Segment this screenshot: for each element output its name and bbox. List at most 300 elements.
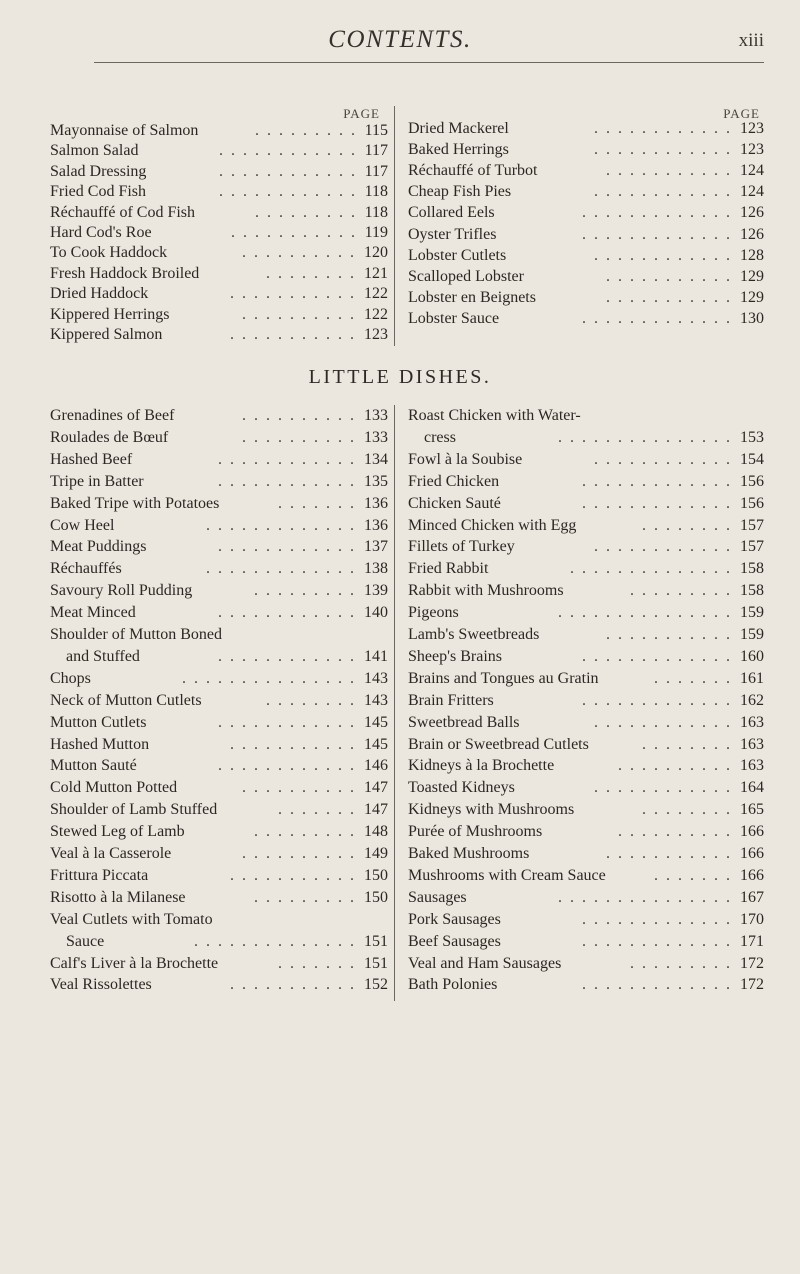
toc-entry — [50, 580, 388, 602]
entry-title: Cold Mutton Potted — [50, 779, 178, 797]
entry-title: Salad Dressing — [50, 162, 147, 180]
dot-leader: . . . . . . . . . . . — [606, 626, 732, 643]
page-number: 134 — [364, 450, 388, 468]
entry-title: Fried Chicken — [408, 472, 500, 490]
toc-entry — [50, 843, 388, 865]
toc-entry — [50, 646, 388, 668]
entry-title: Rabbit with Mushrooms — [408, 582, 564, 600]
page-number: 136 — [364, 494, 388, 512]
page-number: 151 — [364, 932, 388, 950]
page-number: 157 — [740, 516, 764, 534]
dot-leader: . . . . . . . . . . . . . . — [570, 560, 732, 578]
page-number: 133 — [364, 407, 388, 424]
dot-leader: . . . . . . . . . — [254, 582, 356, 600]
entry-title: Toasted Kidneys — [408, 779, 515, 797]
dot-leader: . . . . . . . . . . . . . — [582, 910, 732, 928]
dot-leader: . . . . . . . . . . . — [230, 976, 356, 994]
folio-number: xiii — [738, 30, 764, 51]
toc-entry — [408, 668, 764, 690]
page-number: 154 — [740, 450, 764, 468]
page-number: 126 — [740, 225, 764, 243]
dot-leader: . . . . . . . . . . . — [230, 866, 356, 884]
page-number: 138 — [364, 560, 388, 578]
page-number: 123 — [740, 141, 764, 159]
toc-entry — [408, 974, 764, 996]
toc-entry — [50, 624, 388, 646]
toc-entry — [408, 580, 764, 602]
page-column-label: PAGE — [343, 106, 380, 121]
toc-entry — [50, 427, 388, 449]
dot-leader: . . . . . . . . . . — [242, 305, 356, 323]
dot-leader: . . . . . . . . . . . . — [594, 120, 732, 137]
entry-title: Cheap Fish Pies — [408, 183, 512, 201]
toc-entry — [50, 304, 388, 326]
dot-leader: . . . . . . . . . . . . — [218, 713, 356, 731]
toc-entry — [50, 140, 388, 162]
page-number: 140 — [364, 604, 388, 622]
dot-leader: . . . . . . . . — [266, 264, 356, 282]
dot-leader: . . . . . . . — [278, 801, 356, 819]
entry-title: To Cook Haddock — [50, 244, 168, 262]
entry-title: Bath Polonies — [408, 976, 498, 994]
dot-leader: . . . . . . . . . . . . — [218, 604, 356, 622]
page-number: 146 — [364, 757, 388, 775]
toc-entry — [408, 266, 764, 288]
toc-entry — [408, 777, 764, 799]
dot-leader: . . . . . . . . . . . . — [218, 647, 356, 665]
entry-title: Scalloped Lobster — [408, 267, 524, 285]
entry-title: Mayonnaise of Salmon — [50, 122, 199, 139]
dot-leader: . . . . . . . . . . . . . — [582, 976, 732, 994]
dot-leader: . . . . . . . . . . . . . . — [194, 932, 356, 950]
toc-entry — [50, 405, 388, 427]
little-dishes-section — [0, 405, 800, 1005]
dot-leader: . . . . . . . . . . . . — [594, 779, 732, 797]
toc-entry — [408, 245, 764, 267]
dot-leader: . . . . . . . . . . . . — [218, 757, 356, 775]
toc-entry — [408, 493, 764, 515]
dot-leader: . . . . . . . . . . . . . — [582, 494, 732, 512]
entry-title: Roast Chicken with Water- — [408, 407, 581, 424]
dot-leader: . . . . . . . . . — [630, 582, 732, 600]
entry-title: Kidneys à la Brochette — [408, 757, 555, 775]
toc-entry — [50, 821, 388, 843]
entry-title: Baked Tripe with Potatoes — [50, 494, 220, 512]
toc-entry — [408, 690, 764, 712]
page-number: 139 — [364, 582, 388, 600]
dot-leader: . . . . . . . . — [642, 801, 732, 819]
entry-title: Mutton Cutlets — [50, 713, 147, 731]
toc-entry — [50, 515, 388, 537]
page-number: 159 — [740, 604, 764, 622]
entry-title: Fried Rabbit — [408, 560, 489, 578]
dot-leader: . . . . . . . — [278, 494, 356, 512]
page-number: 156 — [740, 494, 764, 512]
entry-title: Baked Herrings — [408, 141, 509, 159]
dot-leader: . . . . . . . . . — [255, 122, 357, 139]
dot-leader: . . . . . . . . . . — [618, 823, 732, 841]
page-number: 161 — [740, 669, 764, 687]
page-number: 149 — [364, 845, 388, 862]
dot-leader: . . . . . . . . . . . — [230, 285, 356, 303]
toc-entry — [50, 536, 388, 558]
entry-title: Risotto à la Milanese — [50, 888, 186, 906]
page-number: 163 — [740, 757, 764, 775]
entry-title: Shoulder of Lamb Stuffed — [50, 801, 218, 819]
entry-title: Réchauffé of Cod Fish — [50, 203, 196, 221]
entry-title: Réchauffé of Turbot — [408, 162, 538, 180]
entry-title: Chops — [50, 669, 91, 687]
entry-title: Brains and Tongues au Gratin — [408, 669, 599, 687]
entry-title: Hashed Mutton — [50, 735, 150, 753]
page-number: 115 — [364, 122, 388, 139]
entry-title: Brain Fritters — [408, 691, 494, 709]
page-number: 128 — [740, 246, 764, 264]
toc-entry — [408, 843, 764, 865]
toc-entry — [50, 471, 388, 493]
toc-entry — [408, 287, 764, 309]
page-number: 172 — [740, 954, 764, 972]
entry-title: Dried Mackerel — [408, 120, 509, 137]
dot-leader: . . . . . . . . . . . — [230, 735, 356, 753]
page-number: 172 — [740, 976, 764, 994]
entry-title: Meat Minced — [50, 604, 136, 622]
toc-entry — [50, 690, 388, 712]
entry-title: Fried Cod Fish — [50, 183, 147, 201]
entry-title: Savoury Roll Pudding — [50, 582, 193, 600]
page-number: 126 — [740, 204, 764, 222]
entry-title: Meat Puddings — [50, 538, 147, 556]
dot-leader: . . . . . . . — [654, 866, 732, 884]
page-number: 159 — [740, 626, 764, 643]
dot-leader: . . . . . . . . . — [254, 888, 356, 906]
page-number: 157 — [740, 538, 764, 556]
toc-entry — [50, 202, 388, 224]
toc-entry — [50, 668, 388, 690]
toc-entry — [50, 712, 388, 734]
toc-entry — [50, 120, 388, 142]
toc-entry — [408, 909, 764, 931]
dot-leader: . . . . . . . . . . . . — [218, 450, 356, 468]
page-column-label: PAGE — [723, 106, 760, 121]
toc-entry — [408, 427, 764, 449]
entry-title: Roulades de Bœuf — [50, 428, 169, 446]
entry-title: Kidneys with Mushrooms — [408, 801, 575, 819]
entry-title: Neck of Mutton Cutlets — [50, 691, 202, 709]
toc-entry — [408, 624, 764, 646]
toc-entry — [408, 953, 764, 975]
page-number: 163 — [740, 735, 764, 753]
toc-entry — [408, 308, 764, 330]
page-number: 122 — [364, 285, 388, 303]
entry-title: Salmon Salad — [50, 142, 139, 160]
dot-leader: . . . . . . . . . . . . . — [206, 560, 356, 578]
toc-entry — [408, 646, 764, 668]
toc-entry — [408, 602, 764, 624]
toc-entry — [408, 139, 764, 161]
page-number: 171 — [740, 932, 764, 950]
page-number: 117 — [364, 162, 388, 180]
dot-leader: . . . . . . . — [278, 954, 356, 972]
dot-leader: . . . . . . . . . . — [618, 757, 732, 775]
page-number: 150 — [364, 888, 388, 906]
dot-leader: . . . . . . . . — [642, 735, 732, 753]
page-number: 122 — [364, 305, 388, 323]
fish-right-column — [408, 106, 764, 346]
dot-leader: . . . . . . . . . . . . . — [582, 647, 732, 665]
toc-entry — [408, 821, 764, 843]
dot-leader: . . . . . . . . . . . . . . . — [558, 888, 732, 906]
page-number: 124 — [740, 183, 764, 201]
dot-leader: . . . . . . . . . . . . . — [582, 691, 732, 709]
page-number: 148 — [364, 823, 388, 841]
entry-title: Fresh Haddock Broiled — [50, 264, 200, 282]
entry-title: Chicken Sauté — [408, 494, 501, 512]
section-heading: LITTLE DISHES. — [308, 366, 492, 388]
dot-leader: . . . . . . . . . . . . — [594, 713, 732, 731]
entry-title: Kippered Herrings — [50, 305, 170, 323]
toc-entry — [50, 974, 388, 996]
toc-entry — [408, 887, 764, 909]
entry-title: Brain or Sweetbread Cutlets — [408, 735, 589, 753]
entry-title: and Stuffed — [66, 647, 140, 665]
page-number: 166 — [740, 845, 764, 862]
page-number: 124 — [740, 162, 764, 180]
page-number: 119 — [364, 224, 388, 241]
dot-leader: . . . . . . . . . . . . . — [582, 472, 732, 490]
page-number: 162 — [740, 691, 764, 709]
page-number: 120 — [364, 244, 388, 262]
dot-leader: . . . . . . . . . . . . . — [582, 204, 732, 222]
dot-leader: . . . . . . . . . . . . . — [582, 225, 732, 243]
toc-entry — [50, 602, 388, 624]
entry-title: Oyster Trifles — [408, 225, 497, 243]
entry-title: Minced Chicken with Egg — [408, 516, 577, 534]
dot-leader: . . . . . . . . . — [630, 954, 732, 972]
page-number: 145 — [364, 713, 388, 731]
toc-entry — [50, 755, 388, 777]
page-number: 156 — [740, 472, 764, 490]
entry-title: Lobster Cutlets — [408, 246, 507, 264]
toc-entry — [50, 283, 388, 305]
page-number: 130 — [740, 309, 764, 327]
page-number: 129 — [740, 267, 764, 285]
dot-leader: . . . . . . . . . . . . — [594, 246, 732, 264]
dot-leader: . . . . . . . . . . . — [231, 224, 357, 241]
entry-title: Cow Heel — [50, 516, 115, 534]
toc-entry — [408, 931, 764, 953]
column-divider — [394, 106, 395, 346]
page-number: 150 — [364, 866, 388, 884]
toc-entry — [50, 887, 388, 909]
page-number: 147 — [364, 779, 388, 797]
header-rule — [94, 62, 764, 63]
entry-title: Veal and Ham Sausages — [408, 954, 562, 972]
entry-title: Fillets of Turkey — [408, 538, 515, 556]
page-number: 123 — [364, 326, 388, 343]
page-number: 118 — [364, 203, 388, 221]
page-number: 167 — [740, 888, 764, 906]
page-number: 166 — [740, 866, 764, 884]
dot-leader: . . . . . . . . . . . . . — [582, 309, 732, 327]
entry-title: Fowl à la Soubise — [408, 450, 523, 468]
page-number: 151 — [364, 954, 388, 972]
toc-entry — [408, 734, 764, 756]
toc-entry — [50, 449, 388, 471]
toc-entry — [50, 493, 388, 515]
toc-entry — [50, 734, 388, 756]
entry-title: cress — [424, 428, 456, 446]
running-head — [0, 22, 800, 62]
entry-title: Mushrooms with Cream Sauce — [408, 866, 606, 884]
dot-leader: . . . . . . . . . . . . . . . — [558, 428, 732, 446]
dot-leader: . . . . . . . . . . . . — [219, 142, 357, 160]
toc-entry — [50, 222, 388, 244]
entry-title: Sweetbread Balls — [408, 713, 520, 731]
little-dishes-left-column — [50, 405, 388, 1005]
entry-title: Lamb's Sweetbreads — [408, 626, 540, 643]
toc-entry — [408, 515, 764, 537]
entry-title: Grenadines of Beef — [50, 407, 175, 424]
dot-leader: . . . . . . . . . . . — [606, 162, 732, 180]
column-divider — [394, 405, 395, 1001]
dot-leader: . . . . . . . . . . . . — [218, 472, 356, 490]
dot-leader: . . . . . . . . . . . . — [219, 183, 357, 201]
dot-leader: . . . . . . . . . . . — [230, 326, 356, 343]
dot-leader: . . . . . . . . . . . . — [218, 538, 356, 556]
entry-title: Kippered Salmon — [50, 326, 163, 343]
entry-title: Pigeons — [408, 604, 459, 622]
toc-entry — [408, 160, 764, 182]
toc-entry — [50, 953, 388, 975]
entry-title: Sauce — [66, 932, 105, 950]
page-number: 137 — [364, 538, 388, 556]
toc-entry — [408, 471, 764, 493]
toc-entry — [408, 558, 764, 580]
toc-entry — [50, 181, 388, 203]
entry-title: Collared Eels — [408, 204, 495, 222]
dot-leader: . . . . . . . . . . . . — [219, 162, 357, 180]
toc-entry — [50, 242, 388, 264]
dot-leader: . . . . . . . . . . . . . . . — [558, 604, 732, 622]
page-number: 123 — [740, 120, 764, 137]
page-number: 170 — [740, 910, 764, 928]
entry-title: Hard Cod's Roe — [50, 224, 152, 241]
entry-title: Veal Rissolettes — [50, 976, 152, 994]
entry-title: Beef Sausages — [408, 932, 501, 950]
toc-entry — [408, 449, 764, 471]
entry-title: Purée of Mushrooms — [408, 823, 543, 841]
entry-title: Sheep's Brains — [408, 647, 502, 665]
little-dishes-right-column — [408, 405, 764, 1005]
page-number: 160 — [740, 647, 764, 665]
dot-leader: . . . . . . . . . . . . . . . — [182, 669, 356, 687]
dot-leader: . . . . . . . . . . — [242, 244, 356, 262]
page-number: 153 — [740, 428, 764, 446]
dot-leader: . . . . . . . . . . — [242, 779, 356, 797]
dot-leader: . . . . . . . . — [642, 516, 732, 534]
entry-title: Tripe in Batter — [50, 472, 144, 490]
page-number: 129 — [740, 288, 764, 306]
toc-entry — [408, 202, 764, 224]
toc-entry — [50, 324, 388, 346]
page-number: 141 — [364, 647, 388, 665]
entry-title: Frittura Piccata — [50, 866, 149, 884]
toc-entry — [50, 558, 388, 580]
fish-left-column — [50, 106, 388, 346]
toc-entry — [408, 118, 764, 140]
dot-leader: . . . . . . . . . — [255, 203, 357, 221]
dot-leader: . . . . . . . . . . . — [606, 288, 732, 306]
page-title: CONTENTS. — [328, 26, 472, 53]
page-number: 166 — [740, 823, 764, 841]
dot-leader: . . . . . . . . . . — [242, 428, 356, 446]
page-number: 136 — [364, 516, 388, 534]
page-number: 158 — [740, 560, 764, 578]
toc-entry — [50, 799, 388, 821]
entry-title: Réchauffés — [50, 560, 122, 578]
entry-title: Pork Sausages — [408, 910, 501, 928]
page-number: 145 — [364, 735, 388, 753]
page-number: 147 — [364, 801, 388, 819]
toc-entry — [408, 536, 764, 558]
dot-leader: . . . . . . . . . . . — [606, 845, 732, 862]
dot-leader: . . . . . . . . . . . . — [594, 450, 732, 468]
toc-entry — [50, 931, 388, 953]
entry-title: Hashed Beef — [50, 450, 133, 468]
entry-title: Sausages — [408, 888, 467, 906]
dot-leader: . . . . . . . . . . . — [606, 267, 732, 285]
page-number: 164 — [740, 779, 764, 797]
toc-entry — [408, 405, 764, 427]
toc-entry — [50, 865, 388, 887]
entry-title: Lobster Sauce — [408, 309, 500, 327]
toc-entry — [408, 224, 764, 246]
page-number: 135 — [364, 472, 388, 490]
dot-leader: . . . . . . . . . . . . — [594, 538, 732, 556]
entry-title: Lobster en Beignets — [408, 288, 536, 306]
entry-title: Veal à la Casserole — [50, 845, 172, 862]
entry-title: Calf's Liver à la Brochette — [50, 954, 219, 972]
page-number: 118 — [364, 183, 388, 201]
page-number: 152 — [364, 976, 388, 994]
dot-leader: . . . . . . . . . . — [242, 407, 356, 424]
dot-leader: . . . . . . . . . . — [242, 845, 356, 862]
page-number: 143 — [364, 691, 388, 709]
toc-entry — [50, 777, 388, 799]
toc-entry — [408, 799, 764, 821]
entry-title: Dried Haddock — [50, 285, 149, 303]
dot-leader: . . . . . . . . . . . . — [594, 183, 732, 201]
fish-section — [0, 106, 800, 346]
entry-title: Baked Mushrooms — [408, 845, 530, 862]
dot-leader: . . . . . . . . — [266, 691, 356, 709]
toc-entry — [50, 263, 388, 285]
entry-title: Mutton Sauté — [50, 757, 137, 775]
page-number: 133 — [364, 428, 388, 446]
page-number: 143 — [364, 669, 388, 687]
dot-leader: . . . . . . . . . . . . — [594, 141, 732, 159]
toc-entry — [408, 181, 764, 203]
page-number: 117 — [364, 142, 388, 160]
entry-title: Veal Cutlets with Tomato — [50, 910, 213, 928]
dot-leader: . . . . . . . . . . . . . — [206, 516, 356, 534]
entry-title: Stewed Leg of Lamb — [50, 823, 185, 841]
toc-entry — [408, 712, 764, 734]
entry-title: Shoulder of Mutton Boned — [50, 626, 222, 643]
toc-entry — [50, 161, 388, 183]
page-number: 158 — [740, 582, 764, 600]
